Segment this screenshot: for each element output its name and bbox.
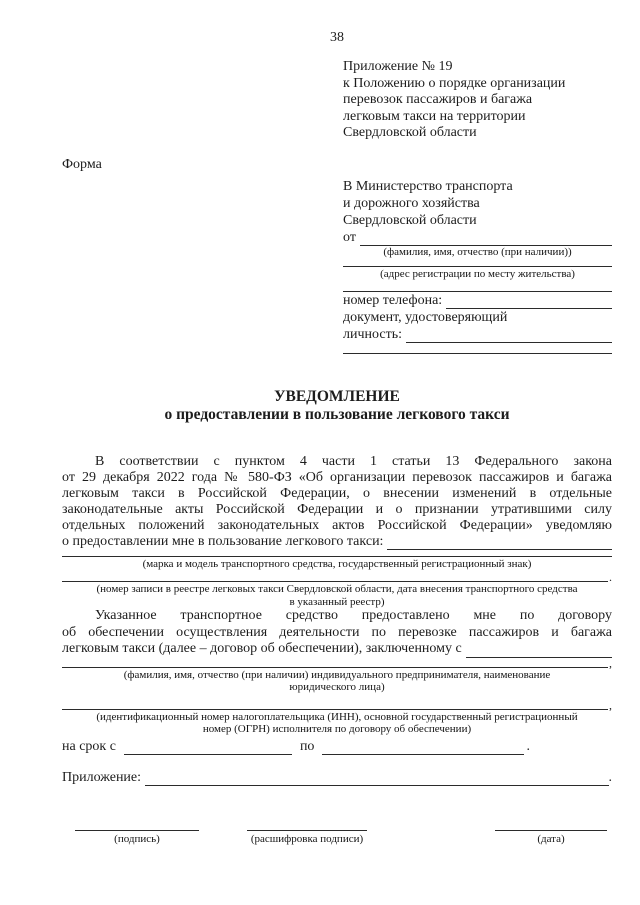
caption-contractor-1: (фамилия, имя, отчество (при наличии) индивидуального предпринимателя, наименование [123,668,551,681]
paragraph-line: от 29 декабря 2022 года № 580-ФЗ «Об организации перевозок пассажиров и багажа [62,469,612,485]
caption-contractor-2: юридического лица) [289,681,385,693]
from-label: от [343,229,356,245]
recipient-block [343,178,612,354]
contractor-line [62,661,608,668]
contractor-line-comma: , [609,655,612,670]
caption-signature-name: (расшифровка подписи) [250,832,364,845]
caption-vehicle: (марка и модель транспортного средства, государственный регистрационный знак) [142,557,532,570]
title-line-2: о предоставлении в пользование легкового такси [164,405,510,423]
signature-block [62,816,612,862]
inn-line [62,703,608,710]
paragraph-line: отдельных положений законодательных актов Российской Федерации» уведомляю [62,517,612,533]
appendix-line: перевозок пассажиров и багажа [343,92,533,107]
caption-registry-2: в указанный реестр) [289,595,385,608]
paragraph-line-taxi [62,534,612,550]
date-line [495,816,607,831]
identity-line [406,328,612,343]
paragraph-contract [62,608,612,658]
document-title [62,388,612,424]
identity-row [343,326,612,343]
caption-date: (дата) [537,832,565,845]
date-column [495,816,607,846]
recipient-line: Свердловской области [343,212,477,228]
attachment-line [145,771,608,786]
inn-line-row [62,697,612,712]
paragraph-line-contract [62,641,612,658]
caption-address: (адрес регистрации по месту жительства) [380,268,575,280]
taxi-line [387,535,612,550]
contract-party-line [466,643,612,658]
identity-label: личность: [343,326,402,342]
paragraph-line: В соответствии с пунктом 4 части 1 статьи 13 Федерального закона [95,453,612,469]
registry-line [62,575,608,582]
caption-inn-1: (идентификационный номер налогоплательщика (ИНН), основной государственный регистрационный [96,710,578,723]
term-from-label: на срок с [62,738,116,754]
attachment-row [62,769,612,786]
address-line-2 [343,285,612,292]
appendix-line: Свердловской области [343,125,477,140]
recipient-line: и дорожного хозяйства [343,195,480,211]
address-line [343,260,612,267]
caption-signature: (подпись) [114,832,160,845]
phone-line [446,294,612,309]
paragraph-line: легковым такси в Российской Федерации, о внесении изменений в отдельные [62,485,612,501]
attachment-label: Приложение: [62,769,142,785]
term-row [62,738,612,755]
contract-label: легковым такси (далее – договор об обеспечении), заключенному с [62,641,462,656]
caption-inn-2: номер (ОГРН) исполнителя по договору об обеспечении) [202,723,472,735]
term-from-line [124,740,292,755]
registry-line-row [62,572,612,582]
term-period: . [526,738,530,754]
caption-registry-1: (номер записи в реестре легковых такси Свердловской области, дата внесения транспортного средства [96,583,578,595]
appendix-line: легковым такси на территории [343,108,526,124]
appendix-header [343,59,612,142]
identity-line-2 [343,347,612,354]
taxi-label: о предоставлении мне в пользование легкового такси: [62,533,384,549]
phone-row [343,292,612,309]
form-label: Форма [62,156,102,172]
phone-label: номер телефона: [343,292,443,308]
signature-name-column [247,816,367,846]
inn-line-comma: , [609,697,612,712]
attachment-period: . [608,769,612,785]
appendix-line: к Положению о порядке организации [343,75,566,91]
paragraph-legal-basis [62,454,612,550]
signature-column [75,816,199,846]
page-number: 38 [330,30,344,45]
from-row [343,229,612,246]
paragraph-line: об обеспечении осуществления деятельности по перевозке пассажиров и багажа [62,624,612,640]
signature-name-line [247,816,367,831]
paragraph-line: законодательные акты Российской Федерации и о признании утратившими силу [62,501,612,517]
caption-full-name: (фамилия, имя, отчество (при наличии)) [383,245,572,258]
applicant-name-line [360,231,612,246]
contractor-line-row [62,655,612,670]
identity-doc-label: документ, удостоверяющий [343,309,508,325]
signature-line [75,816,199,831]
term-to-line [322,740,524,755]
title-line-1: УВЕДОМЛЕНИЕ [274,387,400,405]
paragraph-line: Указанное транспортное средство предоставлено мне по договору [95,608,612,623]
registry-line-period: . [609,570,612,584]
term-to-label: по [299,738,315,754]
recipient-line: В Министерство транспорта [343,178,513,194]
vehicle-line [62,550,612,557]
appendix-line: Приложение № 19 [343,59,453,74]
